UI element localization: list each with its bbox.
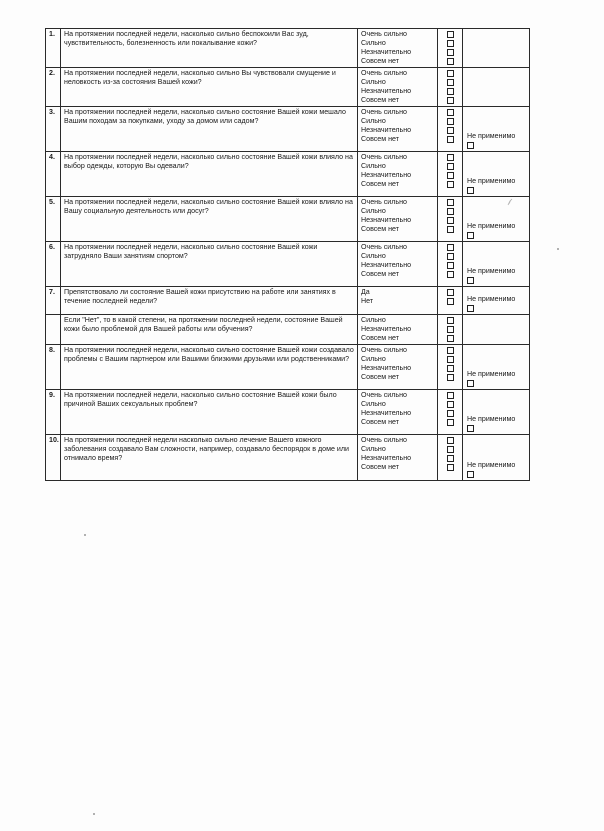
answer-checkbox[interactable] xyxy=(447,181,454,188)
not-applicable-cell xyxy=(463,287,530,315)
answer-checkbox[interactable] xyxy=(447,163,454,170)
answer-checkbox[interactable] xyxy=(447,58,454,65)
not-applicable-cell xyxy=(463,152,530,197)
answer-option-label: Незначительно xyxy=(361,364,412,372)
answer-option-label: Сильно xyxy=(361,400,386,408)
answer-options xyxy=(358,315,438,345)
question-number: 3. xyxy=(46,107,61,152)
answer-option-label: Сильно xyxy=(361,355,386,363)
answer-option-label: Незначительно xyxy=(361,216,412,224)
question-text: На протяжении последней недели, насколько сильно состояние Вашей кожи влияло на выбор одежды, которую Вы одевали? xyxy=(61,152,358,197)
answer-option-label: Очень сильно xyxy=(361,108,407,116)
not-applicable-label: Не применимо xyxy=(467,415,516,423)
not-applicable-cell xyxy=(463,68,530,107)
answer-checkboxes xyxy=(438,390,463,435)
answer-checkbox[interactable] xyxy=(447,217,454,224)
answer-checkbox[interactable] xyxy=(447,392,454,399)
answer-option-label: Незначительно xyxy=(361,454,412,462)
answer-checkbox[interactable] xyxy=(447,419,454,426)
question-text: На протяжении последней недели, насколько сильно состояние Вашей кожи создавало проблемы с Вашим партнером или Вашими близкими друзьями или родственниками? xyxy=(61,345,358,390)
answer-option-label: Сильно xyxy=(361,78,386,86)
answer-checkbox[interactable] xyxy=(447,356,454,363)
question-text: На протяжении последней недели, насколько сильно Вы чувствовали смущение и неловкость из-за состояния Вашей кожи? xyxy=(61,68,358,107)
not-applicable-cell xyxy=(463,390,530,435)
scan-speck xyxy=(84,534,86,536)
answer-checkbox[interactable] xyxy=(447,437,454,444)
answer-checkbox[interactable] xyxy=(447,226,454,233)
answer-checkbox[interactable] xyxy=(447,88,454,95)
not-applicable-label: Не применимо xyxy=(467,132,516,140)
answer-checkboxes xyxy=(438,68,463,107)
answer-checkbox[interactable] xyxy=(447,70,454,77)
question-number: 8. xyxy=(46,345,61,390)
answer-option-label: Очень сильно xyxy=(361,30,407,38)
question-row xyxy=(46,152,530,197)
not-applicable-checkbox[interactable] xyxy=(467,380,474,387)
answer-options xyxy=(358,29,438,68)
question-number: 10. xyxy=(46,435,61,481)
answer-option-label: Очень сильно xyxy=(361,346,407,354)
answer-option-label: Незначительно xyxy=(361,126,412,134)
question-number xyxy=(46,315,61,345)
question-number: 9. xyxy=(46,390,61,435)
answer-checkboxes xyxy=(438,315,463,345)
question-row xyxy=(46,29,530,68)
scan-speck xyxy=(93,813,95,815)
not-applicable-label: Не применимо xyxy=(467,370,516,378)
answer-option-label: Очень сильно xyxy=(361,391,407,399)
answer-checkbox[interactable] xyxy=(447,40,454,47)
answer-checkboxes xyxy=(438,435,463,481)
not-applicable-checkbox[interactable] xyxy=(467,232,474,239)
answer-checkbox[interactable] xyxy=(447,326,454,333)
answer-checkbox[interactable] xyxy=(447,298,454,305)
answer-option-label: Незначительно xyxy=(361,87,412,95)
answer-checkbox[interactable] xyxy=(447,365,454,372)
not-applicable-option xyxy=(467,295,515,312)
answer-option-label: Совсем нет xyxy=(361,225,399,233)
answer-checkbox[interactable] xyxy=(447,335,454,342)
answer-options xyxy=(358,242,438,287)
not-applicable-option xyxy=(467,267,515,284)
question-row xyxy=(46,68,530,107)
answer-checkbox[interactable] xyxy=(447,455,454,462)
answer-checkbox[interactable] xyxy=(447,347,454,354)
answer-option-label: Незначительно xyxy=(361,48,412,56)
question-row xyxy=(46,197,530,242)
answer-checkbox[interactable] xyxy=(447,127,454,134)
answer-checkboxes xyxy=(438,29,463,68)
question-number: 5. xyxy=(46,197,61,242)
answer-option-label: Сильно xyxy=(361,39,386,47)
answer-option-label: Сильно xyxy=(361,207,386,215)
answer-option-label: Совсем нет xyxy=(361,463,399,471)
answer-options xyxy=(358,68,438,107)
not-applicable-checkbox[interactable] xyxy=(467,471,474,478)
not-applicable-label: Не применимо xyxy=(467,222,516,230)
answer-option-label: Совсем нет xyxy=(361,57,399,65)
not-applicable-label: Не применимо xyxy=(467,295,516,303)
not-applicable-option xyxy=(467,415,515,432)
answer-checkbox[interactable] xyxy=(447,244,454,251)
question-text: Препятствовало ли состояние Вашей кожи присутствию на работе или занятиях в течение последней недели? xyxy=(61,287,358,315)
answer-option-label: Сильно xyxy=(361,117,386,125)
answer-checkboxes xyxy=(438,242,463,287)
answer-option-label: Совсем нет xyxy=(361,270,399,278)
answer-options xyxy=(358,107,438,152)
not-applicable-checkbox[interactable] xyxy=(467,142,474,149)
question-text: На протяжении последней недели, насколько сильно состояние Вашей кожи затрудняло Ваши занятиям спортом? xyxy=(61,242,358,287)
answer-checkbox[interactable] xyxy=(447,199,454,206)
answer-options xyxy=(358,197,438,242)
answer-options xyxy=(358,435,438,481)
question-row xyxy=(46,315,530,345)
question-number: 2. xyxy=(46,68,61,107)
answer-options xyxy=(358,345,438,390)
not-applicable-cell xyxy=(463,345,530,390)
not-applicable-label: Не применимо xyxy=(467,461,516,469)
question-text: На протяжении последней недели, насколько сильно состояние Вашей кожи мешало Вашим походам за покупками, уходу за домом или садом? xyxy=(61,107,358,152)
answer-checkbox[interactable] xyxy=(447,31,454,38)
answer-checkbox[interactable] xyxy=(447,253,454,260)
answer-checkbox[interactable] xyxy=(447,49,454,56)
answer-option-label: Совсем нет xyxy=(361,96,399,104)
answer-option-label: Очень сильно xyxy=(361,153,407,161)
scan-speck xyxy=(557,248,559,250)
not-applicable-option xyxy=(467,222,515,239)
answer-option-label: Незначительно xyxy=(361,171,412,179)
question-text: На протяжении последней недели насколько сильно лечение Вашего кожного заболевания создавало Вам сложности, например, создавало беспорядок в доме или отнимало время? xyxy=(61,435,358,481)
not-applicable-cell xyxy=(463,435,530,481)
answer-checkbox[interactable] xyxy=(447,262,454,269)
answer-options xyxy=(358,390,438,435)
question-text: Если "Нет", то в какой степени, на протяжении последней недели, состояние Вашей кожи было проблемой для Вашей работы или обучения? xyxy=(61,315,358,345)
answer-checkbox[interactable] xyxy=(447,289,454,296)
answer-checkbox[interactable] xyxy=(447,136,454,143)
answer-option-label: Незначительно xyxy=(361,409,412,417)
answer-option-label: Очень сильно xyxy=(361,243,407,251)
answer-option-label: Совсем нет xyxy=(361,135,399,143)
answer-checkbox[interactable] xyxy=(447,446,454,453)
not-applicable-option xyxy=(467,461,515,478)
not-applicable-option xyxy=(467,132,515,149)
answer-checkbox[interactable] xyxy=(447,79,454,86)
question-number: 6. xyxy=(46,242,61,287)
not-applicable-cell xyxy=(463,242,530,287)
answer-checkbox[interactable] xyxy=(447,464,454,471)
not-applicable-checkbox[interactable] xyxy=(467,305,474,312)
not-applicable-cell xyxy=(463,197,530,242)
not-applicable-cell xyxy=(463,29,530,68)
questionnaire-body xyxy=(46,29,530,481)
question-text: На протяжении последней недели, насколько сильно состояние Вашей кожи влияло на Вашу социальную деятельность или досуг? xyxy=(61,197,358,242)
answer-checkboxes xyxy=(438,345,463,390)
question-text: На протяжении последней недели, насколько сильно состояние Вашей кожи было причиной Ваших сексуальных проблем? xyxy=(61,390,358,435)
not-applicable-label: Не применимо xyxy=(467,267,516,275)
answer-checkboxes xyxy=(438,152,463,197)
answer-option-label: Совсем нет xyxy=(361,334,399,342)
question-text: На протяжении последней недели, насколько сильно беспокоили Вас зуд, чувствительность, болезненность или покалывание кожи? xyxy=(61,29,358,68)
answer-options xyxy=(358,152,438,197)
answer-checkbox[interactable] xyxy=(447,118,454,125)
answer-option-label: Незначительно xyxy=(361,325,412,333)
answer-checkbox[interactable] xyxy=(447,374,454,381)
answer-option-label: Совсем нет xyxy=(361,373,399,381)
answer-checkbox[interactable] xyxy=(447,154,454,161)
not-applicable-cell xyxy=(463,107,530,152)
not-applicable-checkbox[interactable] xyxy=(467,425,474,432)
answer-option-label: Сильно xyxy=(361,162,386,170)
question-number: 7. xyxy=(46,287,61,315)
answer-option-label: Очень сильно xyxy=(361,69,407,77)
answer-options xyxy=(358,287,438,315)
question-number: 4. xyxy=(46,152,61,197)
answer-checkbox[interactable] xyxy=(447,410,454,417)
question-row xyxy=(46,345,530,390)
answer-option-label: Сильно xyxy=(361,316,386,324)
question-row xyxy=(46,390,530,435)
answer-option-label: Да xyxy=(361,288,370,296)
answer-option-label: Очень сильно xyxy=(361,436,407,444)
answer-checkbox[interactable] xyxy=(447,97,454,104)
not-applicable-checkbox[interactable] xyxy=(467,277,474,284)
question-row xyxy=(46,435,530,481)
answer-option-label: Нет xyxy=(361,297,374,305)
not-applicable-option xyxy=(467,370,515,387)
answer-option-label: Совсем нет xyxy=(361,418,399,426)
answer-option-label: Совсем нет xyxy=(361,180,399,188)
answer-option-label: Сильно xyxy=(361,445,386,453)
answer-checkboxes xyxy=(438,107,463,152)
not-applicable-checkbox[interactable] xyxy=(467,187,474,194)
questionnaire-table xyxy=(45,28,530,481)
answer-checkbox[interactable] xyxy=(447,172,454,179)
answer-checkboxes xyxy=(438,287,463,315)
question-row xyxy=(46,107,530,152)
answer-checkbox[interactable] xyxy=(447,208,454,215)
question-number: 1. xyxy=(46,29,61,68)
answer-option-label: Сильно xyxy=(361,252,386,260)
not-applicable-label: Не применимо xyxy=(467,177,516,185)
answer-option-label: Незначительно xyxy=(361,261,412,269)
question-row xyxy=(46,287,530,315)
pen-mark xyxy=(507,198,513,206)
answer-checkboxes xyxy=(438,197,463,242)
not-applicable-option xyxy=(467,177,515,194)
answer-checkbox[interactable] xyxy=(447,109,454,116)
answer-checkbox[interactable] xyxy=(447,271,454,278)
question-row xyxy=(46,242,530,287)
answer-option-label: Очень сильно xyxy=(361,198,407,206)
not-applicable-cell xyxy=(463,315,530,345)
answer-checkbox[interactable] xyxy=(447,317,454,324)
answer-checkbox[interactable] xyxy=(447,401,454,408)
